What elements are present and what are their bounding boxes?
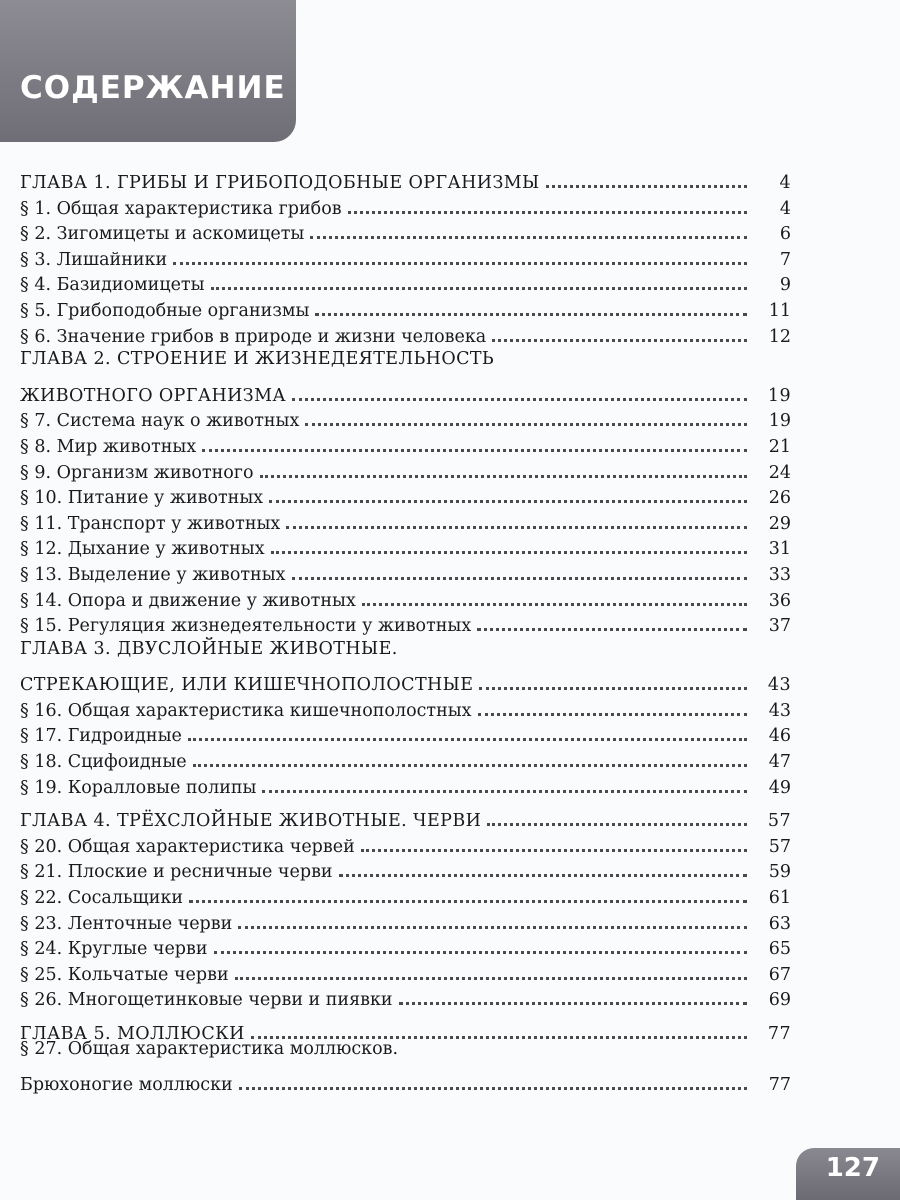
toc-page-number: 24 bbox=[768, 462, 791, 483]
toc-page-number: 67 bbox=[768, 964, 791, 985]
dot-leader bbox=[492, 314, 747, 342]
toc-page-number: 77 bbox=[767, 1024, 791, 1044]
dot-leader bbox=[251, 1011, 747, 1039]
toc-page-number: 65 bbox=[768, 939, 791, 960]
toc-entry-title: § 9. Организм животного bbox=[20, 462, 254, 483]
dot-leader bbox=[292, 373, 747, 401]
dot-leader bbox=[188, 713, 747, 741]
toc-page-number: 63 bbox=[768, 913, 791, 934]
toc-entry-title: § 15. Регуляция жизнедеятельности у животных bbox=[20, 616, 472, 637]
dot-leader bbox=[339, 849, 747, 877]
page-title: СОДЕРЖАНИЕ bbox=[20, 70, 286, 106]
toc-page-number: 57 bbox=[768, 836, 791, 857]
dot-leader bbox=[478, 688, 747, 716]
dot-leader bbox=[305, 398, 747, 426]
toc-page-number: 77 bbox=[768, 1075, 791, 1096]
toc-entry-title: § 22. Сосальщики bbox=[20, 888, 184, 909]
dot-leader bbox=[361, 824, 747, 852]
dot-leader bbox=[477, 603, 747, 631]
toc-entry-title: § 19. Коралловые полипы bbox=[20, 777, 257, 798]
toc-entry-title: § 13. Выделение у животных bbox=[20, 564, 286, 585]
toc-entry-title: § 2. Зигомицеты и аскомицеты bbox=[20, 224, 305, 245]
toc-page-number: 61 bbox=[768, 888, 791, 909]
toc-entry-title: § 7. Система наук о животных bbox=[20, 411, 300, 432]
toc-page-number: 69 bbox=[768, 990, 791, 1011]
toc-page-number: 7 bbox=[779, 249, 791, 270]
dot-leader bbox=[238, 901, 747, 929]
toc-entry-title: § 4. Базидиомицеты bbox=[20, 275, 205, 296]
dot-leader bbox=[271, 526, 747, 554]
toc-entry-title: Брюхоногие моллюски bbox=[20, 1075, 233, 1096]
dot-leader bbox=[173, 237, 747, 265]
toc-entry-title: § 20. Общая характеристика червей bbox=[20, 836, 355, 857]
toc-entry-title: § 21. Плоские и ресничные черви bbox=[20, 862, 333, 883]
toc-page-number: 49 bbox=[768, 777, 791, 798]
toc-page-number: 43 bbox=[767, 675, 791, 696]
toc-entry-title: ГЛАВА 1. ГРИБЫ И ГРИБОПОДОБНЫЕ ОРГАНИЗМЫ bbox=[20, 173, 540, 193]
toc-section-entry[interactable] bbox=[20, 1062, 791, 1096]
toc-entry-title: § 12. Дыхание у животных bbox=[20, 539, 265, 560]
toc-chapter-entry[interactable] bbox=[20, 347, 791, 373]
dot-leader bbox=[260, 450, 747, 478]
dot-leader bbox=[310, 211, 747, 239]
toc-entry-title: ГЛАВА 3. ДВУСЛОЙНЫЕ ЖИВОТНЫЕ. bbox=[20, 638, 398, 659]
toc-chapter-entry[interactable] bbox=[20, 637, 791, 663]
toc-page-number: 59 bbox=[768, 862, 791, 883]
toc-entry-title: ГЛАВА 2. СТРОЕНИЕ И ЖИЗНЕДЕЯТЕЛЬНОСТЬ bbox=[20, 349, 495, 370]
toc-entry-title: § 25. Кольчатые черви bbox=[20, 964, 229, 985]
toc-page-number: 43 bbox=[768, 700, 791, 721]
toc-entry-title: § 16. Общая характеристика кишечнополостных bbox=[20, 700, 472, 721]
toc-page-number: 9 bbox=[779, 275, 791, 296]
toc-entry-title: СТРЕКАЮЩИЕ, ИЛИ КИШЕЧНОПОЛОСТНЫЕ bbox=[20, 675, 474, 696]
toc-chapter-entry[interactable] bbox=[20, 662, 791, 696]
toc-chapter-entry[interactable] bbox=[20, 160, 791, 193]
toc-chapter-entry[interactable] bbox=[20, 1011, 791, 1044]
page-number: 127 bbox=[825, 1153, 880, 1183]
toc-page-number: 29 bbox=[768, 513, 791, 534]
toc-entry-title: § 14. Опора и движение у животных bbox=[20, 590, 356, 611]
dot-leader bbox=[292, 552, 748, 580]
toc-chapter-entry[interactable] bbox=[20, 373, 791, 406]
toc-entry-title: § 17. Гидроидные bbox=[20, 726, 182, 747]
dot-leader bbox=[211, 262, 747, 290]
toc-entry-title: § 11. Транспорт у животных bbox=[20, 513, 281, 534]
toc-page-number: 12 bbox=[768, 326, 791, 347]
toc-page-number: 57 bbox=[767, 811, 791, 832]
toc-entry-title: § 8. Мир животных bbox=[20, 436, 197, 457]
dot-leader bbox=[348, 186, 747, 214]
dot-leader bbox=[399, 977, 747, 1005]
toc-entry-title: § 27. Общая характеристика моллюсков. bbox=[20, 1038, 399, 1059]
toc-entry-title: ГЛАВА 4. ТРЁХСЛОЙНЫЕ ЖИВОТНЫЕ. ЧЕРВИ bbox=[20, 811, 482, 832]
toc-entry-title: § 26. Многощетинковые черви и пиявки bbox=[20, 990, 393, 1011]
toc-page-number: 36 bbox=[768, 590, 791, 611]
toc-page-number: 37 bbox=[768, 616, 791, 637]
toc-section-entry[interactable] bbox=[20, 1037, 791, 1063]
toc-page-number: 6 bbox=[779, 224, 791, 245]
dot-leader bbox=[269, 475, 747, 503]
toc-entry-title: § 10. Питание у животных bbox=[20, 488, 264, 509]
dot-leader bbox=[239, 1062, 747, 1090]
dot-leader bbox=[487, 798, 747, 826]
toc-page-number: 4 bbox=[779, 173, 791, 193]
toc-entry-title: § 18. Сцифоидные bbox=[20, 752, 187, 773]
toc-entry-title: ЖИВОТНОГО ОРГАНИЗМА bbox=[20, 385, 287, 406]
dot-leader bbox=[202, 424, 747, 452]
toc-page-number: 11 bbox=[768, 300, 791, 321]
toc-page-number: 19 bbox=[767, 385, 791, 406]
dot-leader bbox=[214, 926, 747, 954]
toc-page-number: 46 bbox=[768, 726, 791, 747]
toc-page-number: 26 bbox=[768, 488, 791, 509]
dot-leader bbox=[362, 578, 747, 606]
dot-leader bbox=[262, 765, 747, 793]
toc-page-number: 31 bbox=[768, 539, 791, 560]
toc-entry-title: § 23. Ленточные черви bbox=[20, 913, 233, 934]
toc-chapter-entry[interactable] bbox=[20, 798, 791, 832]
table-of-contents bbox=[20, 160, 791, 1096]
toc-page-number: 47 bbox=[768, 752, 791, 773]
dot-leader bbox=[189, 875, 747, 903]
toc-entry-title: § 5. Грибоподобные организмы bbox=[20, 300, 310, 321]
toc-page-number: 33 bbox=[768, 564, 791, 585]
toc-page-number: 19 bbox=[768, 411, 791, 432]
toc-entry-title: § 6. Значение грибов в природе и жизни человека bbox=[20, 326, 487, 347]
toc-entry-title: ГЛАВА 5. МОЛЛЮСКИ bbox=[20, 1024, 245, 1044]
dot-leader bbox=[315, 288, 747, 316]
toc-page-number: 21 bbox=[768, 436, 791, 457]
dot-leader bbox=[546, 160, 747, 188]
dot-leader bbox=[286, 501, 747, 529]
toc-page-number: 4 bbox=[779, 198, 791, 219]
dot-leader bbox=[235, 952, 747, 980]
toc-entry-title: § 24. Круглые черви bbox=[20, 939, 208, 960]
dot-leader bbox=[193, 739, 747, 767]
toc-entry-title: § 1. Общая характеристика грибов bbox=[20, 198, 342, 219]
dot-leader bbox=[479, 662, 747, 690]
toc-entry-title: § 3. Лишайники bbox=[20, 249, 168, 270]
